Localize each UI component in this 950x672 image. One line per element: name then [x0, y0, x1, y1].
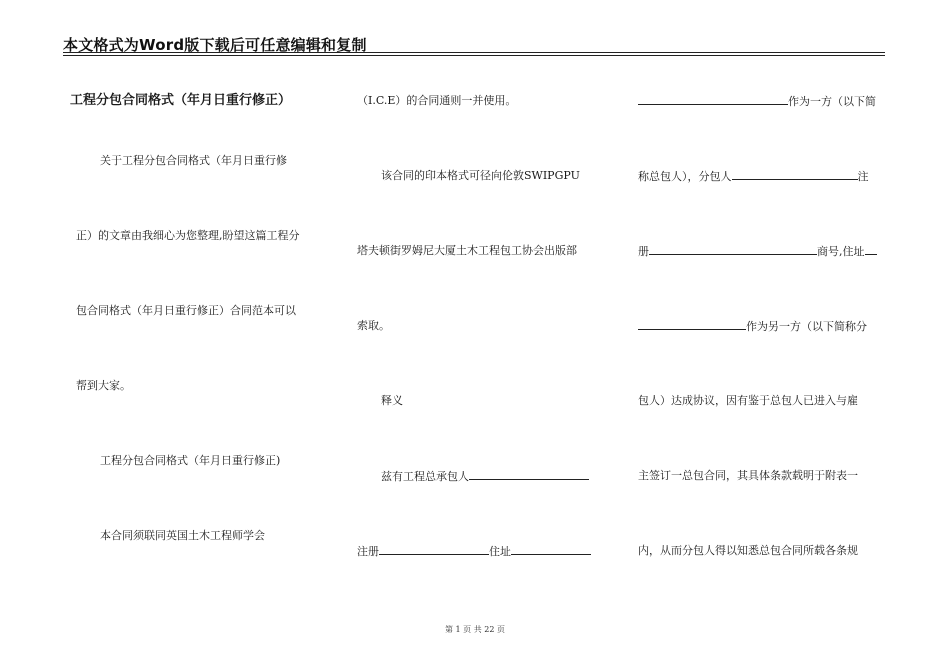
party-two-blank [638, 319, 746, 330]
party-one-text: 作为一方（以下简 [788, 95, 876, 108]
document-header: 本文格式为Word版下载后可任意编辑和复制 [63, 36, 367, 54]
header-rule-bottom [63, 55, 885, 56]
registration-blank [379, 544, 489, 555]
col3-line-3 [638, 244, 877, 259]
col3-line-6: 主签订一总包合同，其具体条款载明于附表一 [638, 469, 858, 482]
party-one-blank [638, 94, 788, 105]
col3-line-2 [638, 169, 869, 184]
col3-line-7: 内，从而分包人得以知悉总包合同所载各条规 [638, 544, 858, 557]
register-ce: 册 [638, 245, 649, 258]
party-two-text: 作为另一方（以下简称分 [746, 320, 867, 333]
register-zhu: 注 [857, 170, 869, 183]
col1-line-6: 本合同须联同英国土木工程师学会 [100, 529, 265, 542]
subcontractor-blank [732, 169, 858, 180]
col2-line-6 [381, 469, 589, 484]
register-blank [649, 244, 817, 255]
header-rule-top [63, 52, 885, 53]
col3-line-4 [638, 319, 867, 334]
col1-line-2: 正）的文章由我细心为您整理,盼望这篇工程分 [76, 229, 300, 242]
address-blank [511, 544, 591, 555]
col2-line-2: 该合同的印本格式可径向伦敦SWIPGPU [381, 169, 580, 182]
page-footer: 第 1 页 共 22 页 [445, 625, 505, 634]
col2-line-5: 释义 [381, 394, 403, 407]
article-title: 工程分包合同格式（年月日重行修正） [70, 93, 292, 108]
address-blank-2 [865, 244, 877, 255]
address-label: 住址 [489, 545, 511, 558]
contractor-label: 兹有工程总承包人 [381, 470, 469, 483]
registration-label: 注册 [357, 545, 379, 558]
col2-line-7 [357, 544, 591, 559]
col1-line-1: 关于工程分包合同格式（年月日重行修 [100, 154, 287, 167]
trade-name-address: 商号,住址 [817, 245, 865, 258]
col1-line-3: 包合同格式（年月日重行修正）合同范本可以 [76, 304, 296, 317]
col3-line-5: 包人）达成协议，因有鉴于总包人已进入与雇 [638, 394, 858, 407]
col3-line-1 [638, 94, 876, 109]
col1-line-5: 工程分包合同格式（年月日重行修正) [100, 454, 281, 467]
col1-line-4: 帮到大家。 [76, 379, 131, 392]
subcontractor-label: 称总包人），分包人 [638, 170, 732, 183]
col2-line-1: （I.C.E）的合同通则一并使用。 [357, 94, 517, 107]
col2-line-3: 塔夫顿街罗姆尼大厦土木工程包工协会出版部 [357, 244, 577, 257]
col2-line-4: 索取。 [357, 319, 390, 332]
contractor-blank [469, 469, 589, 480]
